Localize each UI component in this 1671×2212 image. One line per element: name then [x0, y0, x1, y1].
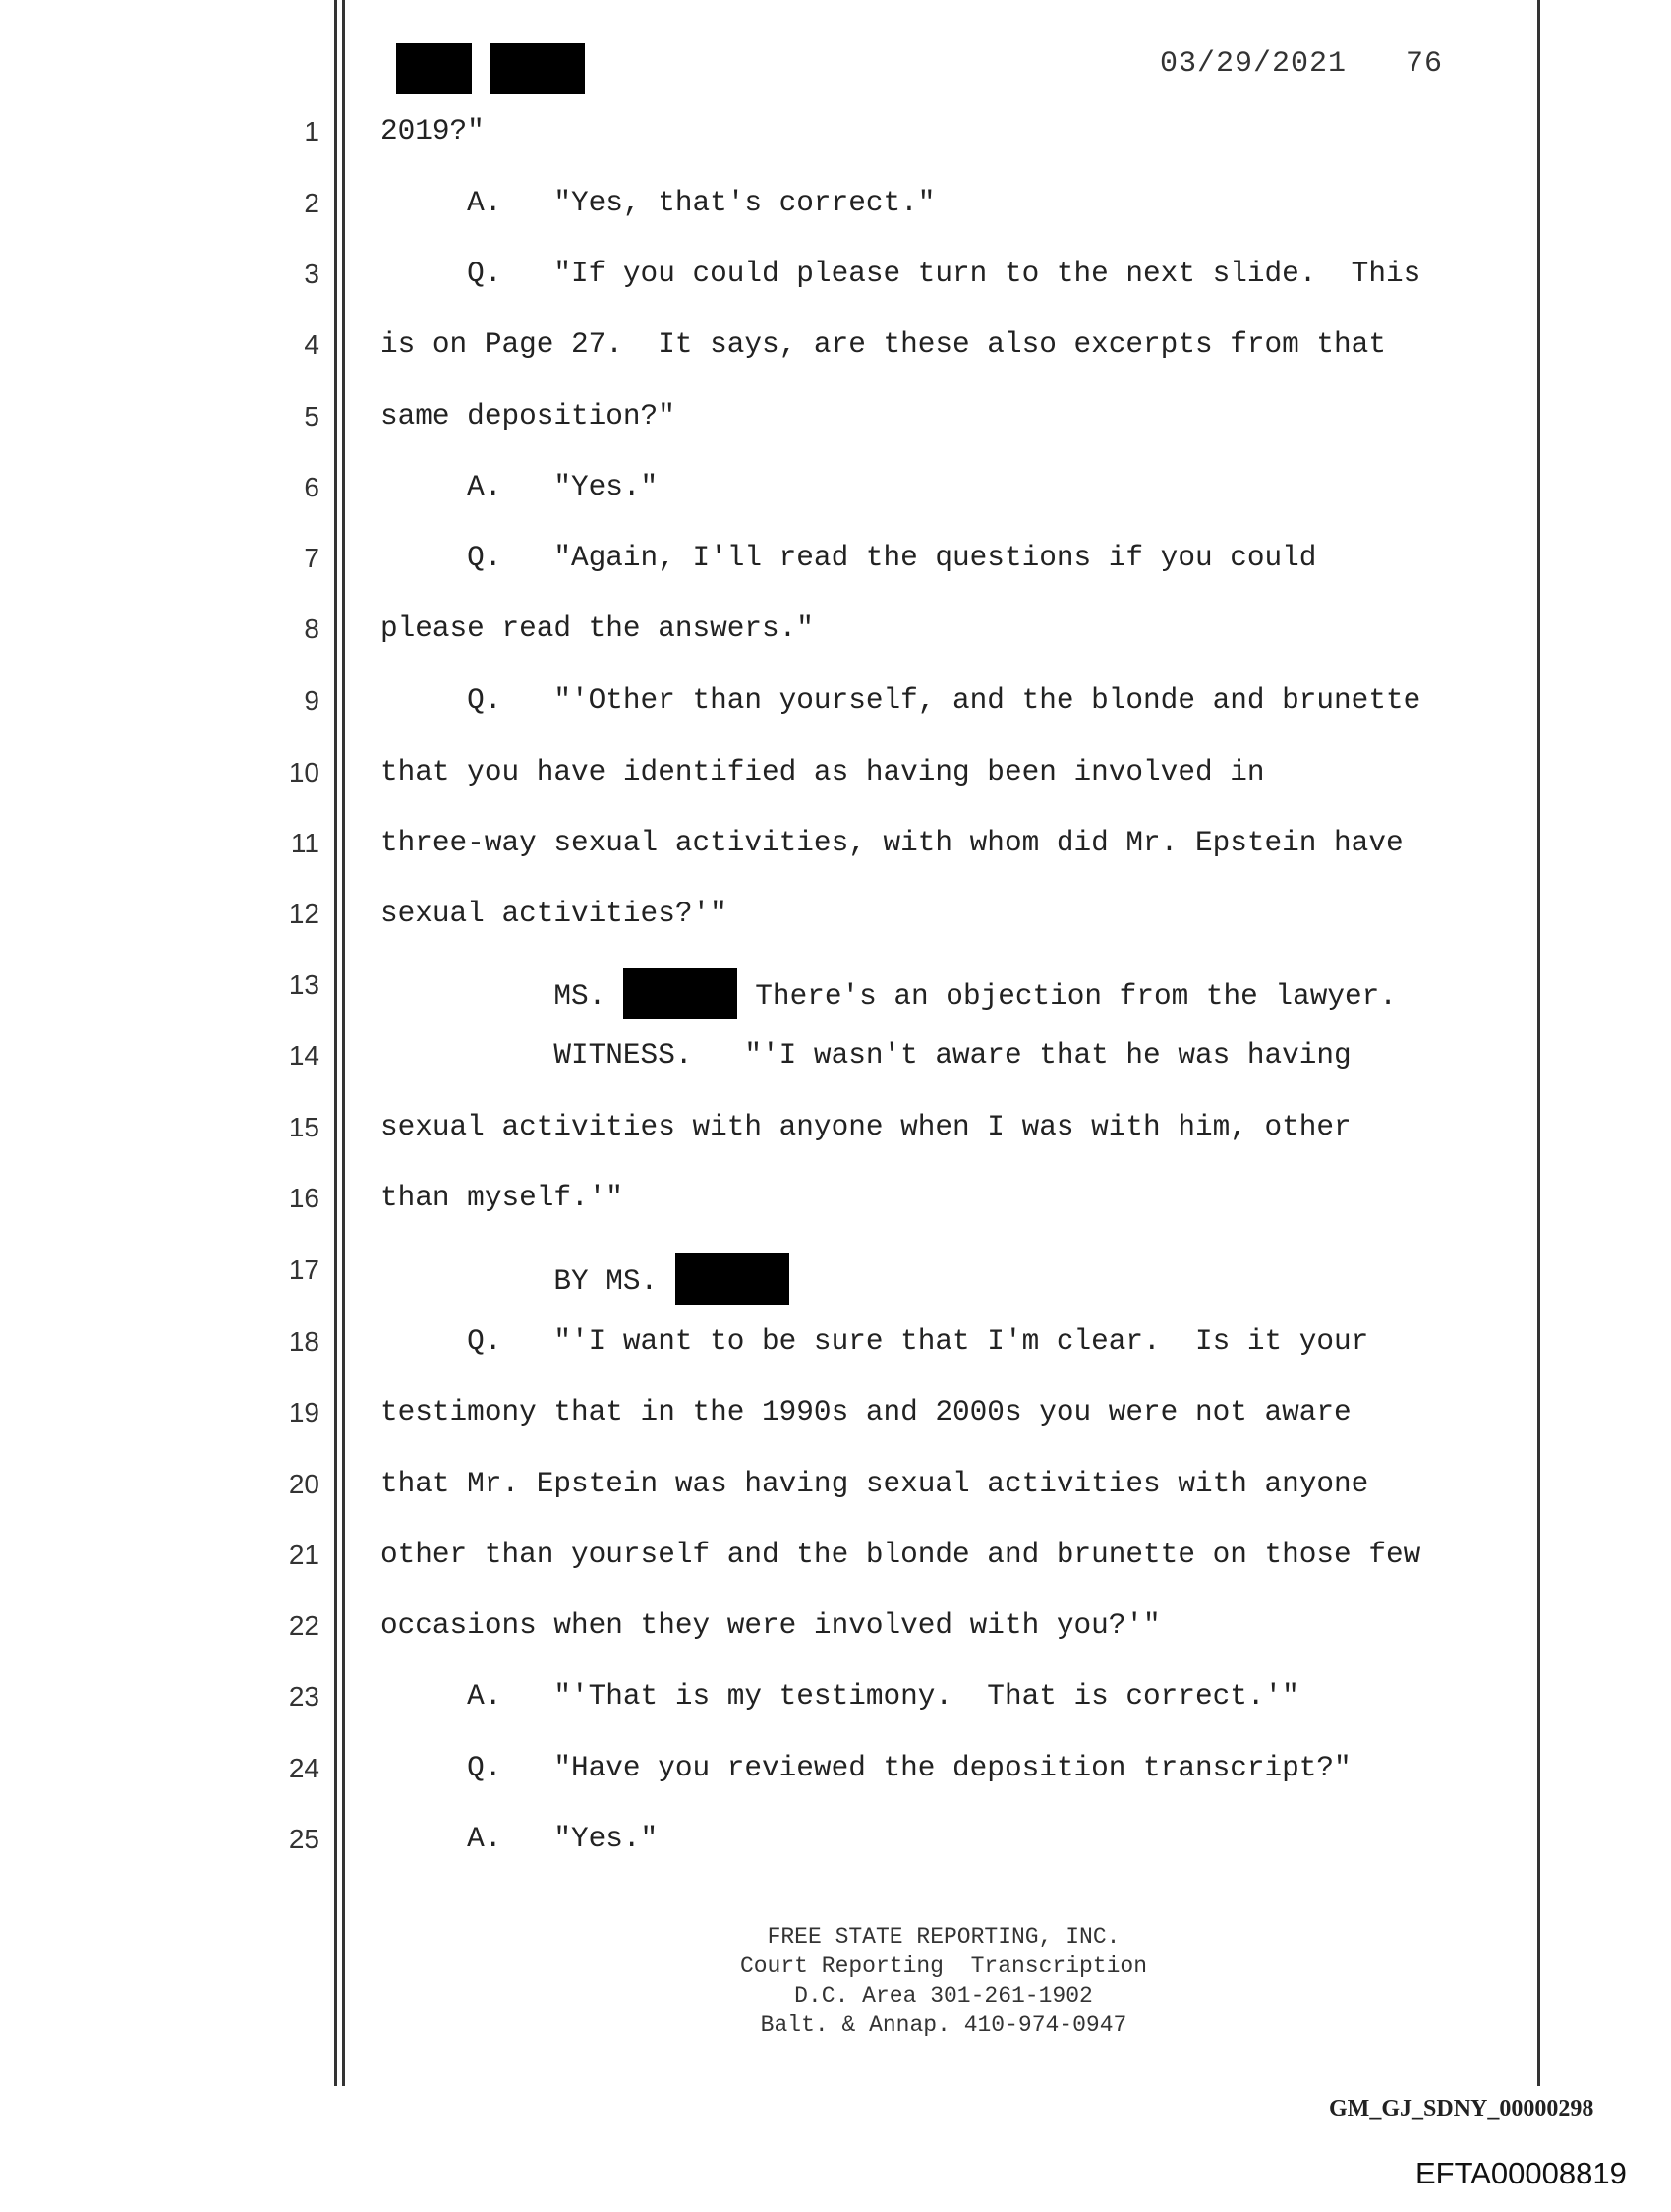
transcript-line: occasions when they were involved with you?'" — [380, 1609, 1161, 1642]
reporter-services: Court Reporting Transcription — [739, 1953, 1148, 1979]
reporter-balt-phone: Balt. & Annap. 410-974-0947 — [760, 2012, 1127, 2038]
line-number: 7 — [304, 543, 319, 573]
line-number: 5 — [304, 401, 319, 432]
left-margin-rule — [334, 0, 337, 2086]
line-number: 22 — [288, 1610, 319, 1641]
transcript-line — [380, 968, 1397, 1019]
line-number: 15 — [288, 1112, 319, 1142]
transcript-line: Q. "Have you reviewed the deposition transcript?" — [380, 1752, 1352, 1784]
left-margin-rule-inner — [342, 0, 345, 2086]
line-number: 2 — [304, 188, 319, 218]
transcript-line: Q. "'I want to be sure that I'm clear. Is it your — [380, 1325, 1369, 1358]
line-number: 12 — [288, 899, 319, 929]
reporter-footer — [531, 1922, 1356, 2040]
line-number: 18 — [288, 1326, 319, 1357]
transcript-line: same deposition?" — [380, 400, 675, 433]
line-number: 23 — [288, 1681, 319, 1712]
line-number: 10 — [288, 757, 319, 787]
line-number: 13 — [288, 969, 319, 1000]
transcript-line: 2019?" — [380, 115, 485, 147]
redaction-block — [490, 43, 585, 94]
redaction-block — [675, 1253, 789, 1305]
transcript-line: that Mr. Epstein was having sexual activities with anyone — [380, 1468, 1369, 1500]
line-number: 3 — [304, 259, 319, 289]
transcript-line: Q. "If you could please turn to the next slide. This — [380, 258, 1421, 290]
efta-number: EFTA00008819 — [1415, 2156, 1627, 2190]
transcript-line: that you have identified as having been involved in — [380, 756, 1265, 788]
reporter-dc-phone: D.C. Area 301-261-1902 — [794, 1983, 1093, 2008]
transcript-line: is on Page 27. It says, are these also excerpts from that — [380, 328, 1386, 361]
line-number: 25 — [288, 1824, 319, 1854]
line-number: 4 — [304, 329, 319, 360]
transcript-line: Q. "Again, I'll read the questions if you could — [380, 542, 1317, 574]
redaction-block — [396, 43, 472, 94]
page-number: 76 — [1406, 47, 1444, 81]
line-number: 9 — [304, 685, 319, 716]
line-number: 17 — [288, 1254, 319, 1285]
line-number: 24 — [288, 1753, 319, 1783]
line-number: 14 — [288, 1040, 319, 1071]
transcript-line: sexual activities?'" — [380, 898, 727, 930]
transcript-line: other than yourself and the blonde and brunette on those few — [380, 1539, 1421, 1571]
line-number: 8 — [304, 613, 319, 644]
objection-text: There's an objection from the lawyer. — [755, 980, 1397, 1013]
transcript-line — [380, 1253, 789, 1305]
redaction-block — [623, 968, 737, 1019]
transcript-line: A. "'That is my testimony. That is correct.'" — [380, 1680, 1299, 1713]
bates-number: GM_GJ_SDNY_00000298 — [1329, 2096, 1594, 2122]
transcript-line: A. "Yes, that's correct." — [380, 187, 936, 219]
transcript-date: 03/29/2021 — [1160, 47, 1348, 81]
line-number: 21 — [288, 1540, 319, 1570]
right-margin-rule — [1537, 0, 1540, 2086]
transcript-line: Q. "'Other than yourself, and the blonde and brunette — [380, 684, 1421, 717]
line-number: 1 — [304, 116, 319, 146]
transcript-line: testimony that in the 1990s and 2000s you were not aware — [380, 1396, 1352, 1428]
line-number: 11 — [290, 828, 319, 858]
line-number: 6 — [304, 472, 319, 502]
transcript-line: WITNESS. "'I wasn't aware that he was having — [380, 1039, 1352, 1072]
transcript-line: sexual activities with anyone when I was with him, other — [380, 1111, 1352, 1143]
transcript-line: please read the answers." — [380, 612, 814, 645]
reporter-company: FREE STATE REPORTING, INC. — [767, 1924, 1121, 1950]
line-number: 16 — [288, 1183, 319, 1213]
transcript-line: A. "Yes." — [380, 471, 659, 503]
transcript-line: three-way sexual activities, with whom did Mr. Epstein have — [380, 827, 1404, 859]
line-number: 20 — [288, 1469, 319, 1499]
line-number: 19 — [288, 1397, 319, 1427]
transcript-line: A. "Yes." — [380, 1823, 659, 1855]
transcript-line: than myself.'" — [380, 1182, 623, 1214]
speaker-label: MS. — [380, 980, 606, 1013]
speaker-label: BY MS. — [380, 1265, 659, 1298]
